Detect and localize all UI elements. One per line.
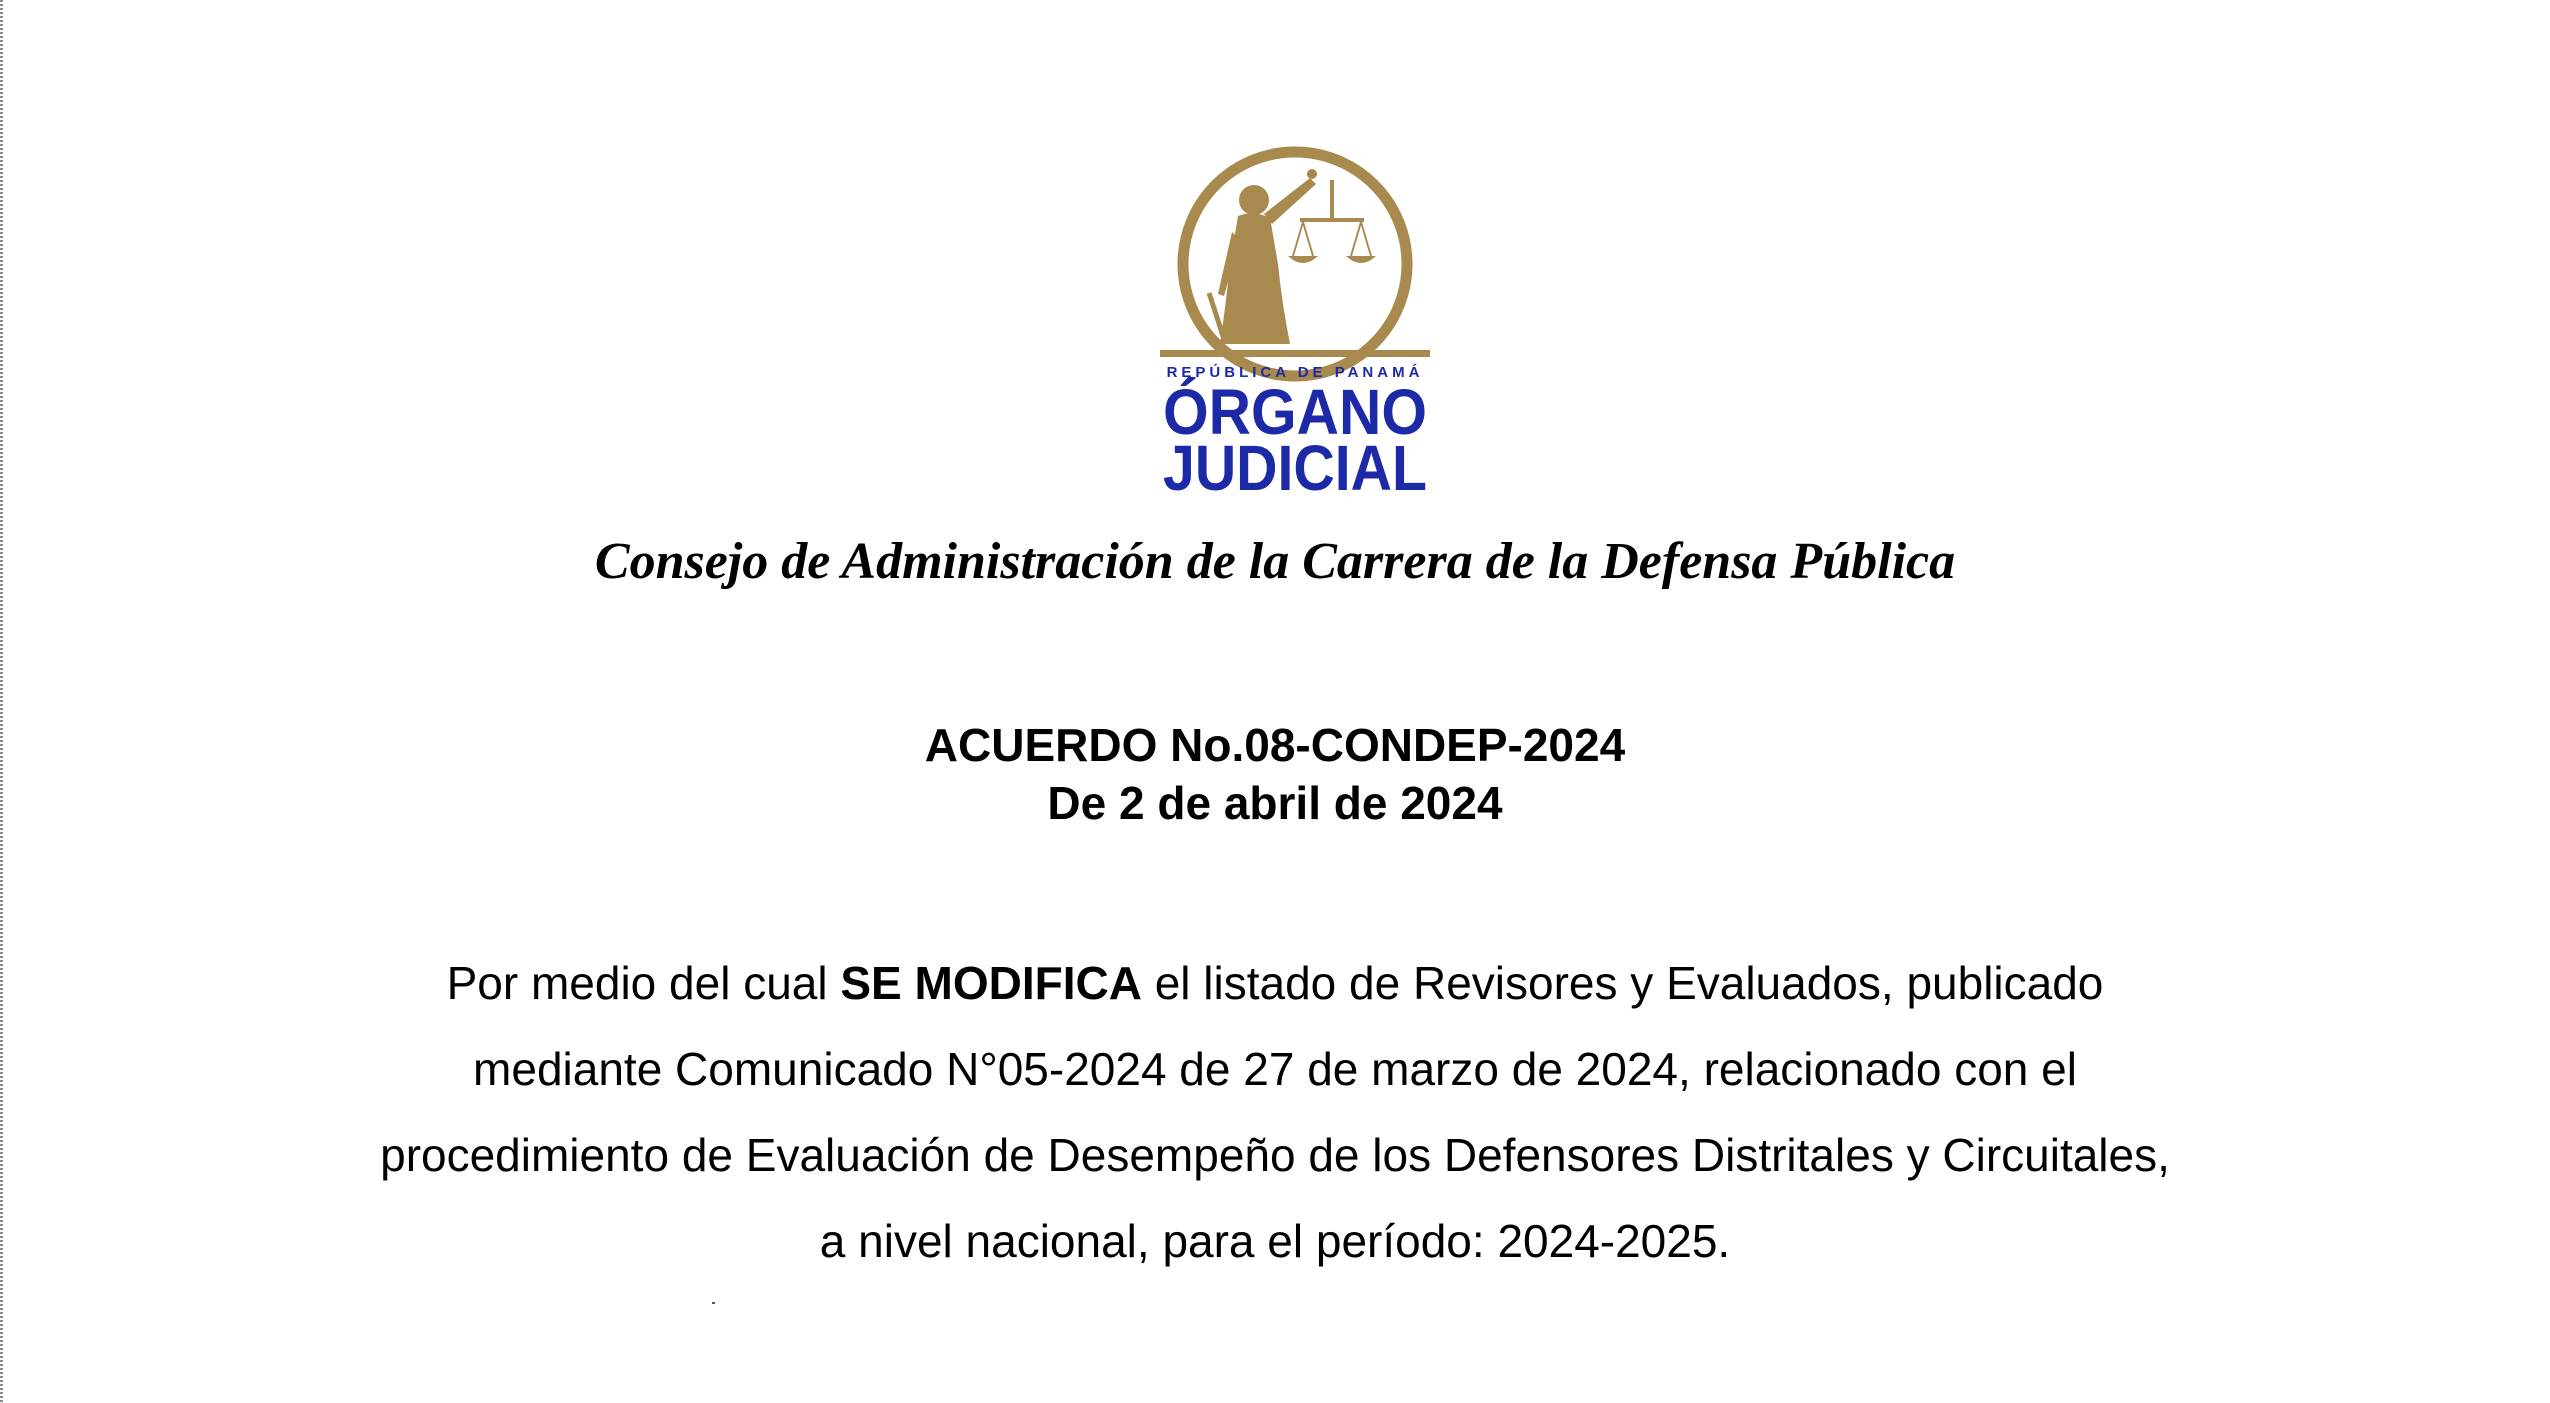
agreement-number: ACUERDO No.08-CONDEP-2024 xyxy=(924,719,1626,771)
lady-justice-icon xyxy=(1207,169,1376,344)
agreement-date: De 2 de abril de 2024 xyxy=(1047,777,1503,829)
agreement-summary xyxy=(370,940,2180,1284)
summary-rest: el listado de Revisores y Evaluados, publicado mediante Comunicado N°05-2024 de 27 de marzo de 2024, relacionado con el procedimiento de Evaluación de Desempeño de los Defensores Distritales y Circuitales, a nivel nacional, para el período: 2024-2025. xyxy=(380,957,2170,1267)
scan-speck xyxy=(712,1302,715,1304)
logo-country-text: REPÚBLICA DE PANAMÁ xyxy=(1166,364,1424,381)
agreement-header xyxy=(0,716,2550,832)
organo-judicial-logo xyxy=(1160,144,1430,494)
logo-ring xyxy=(1183,152,1407,376)
logo-title-line2: JUDICIAL xyxy=(1163,432,1427,494)
page-edge xyxy=(0,0,3,1403)
summary-emphasis: SE MODIFICA xyxy=(840,957,1142,1009)
council-heading: Consejo de Administración de la Carrera de la Defensa Pública xyxy=(594,533,1956,590)
logo-base-line xyxy=(1160,350,1430,357)
logo-title-line1: ÓRGANO xyxy=(1163,376,1427,448)
summary-intro: Por medio del cual xyxy=(446,957,841,1009)
